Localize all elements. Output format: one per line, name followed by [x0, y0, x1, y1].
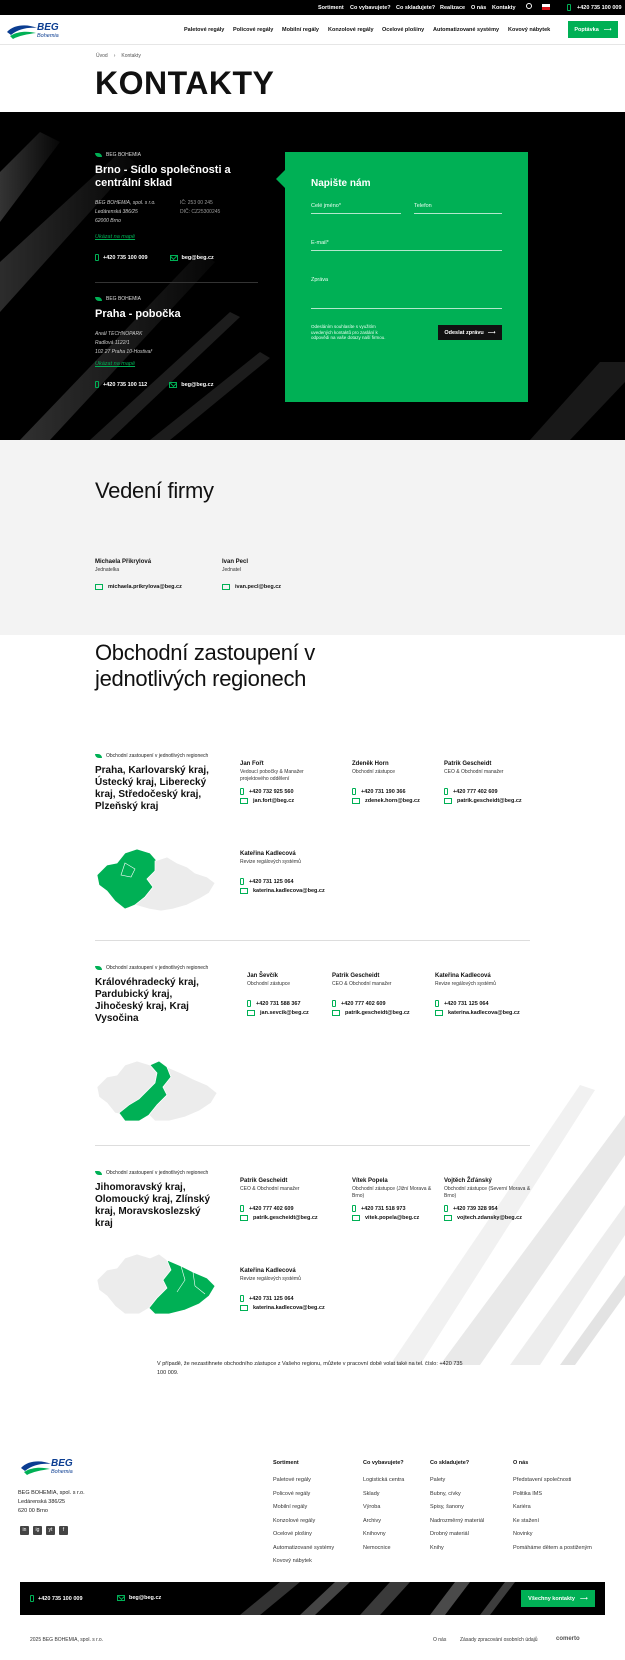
topbar-link[interactable]: O nás	[471, 5, 487, 11]
person-role: Vedoucí pobočky & Manažer projektového oddělení	[240, 769, 304, 782]
phone-text: +420 732 925 560	[249, 788, 294, 795]
region-block	[95, 965, 215, 1025]
region-tag	[95, 753, 215, 759]
person-card	[240, 850, 332, 894]
nav-item-paletove[interactable]: Paletové regály	[184, 27, 225, 33]
social-links	[20, 1526, 72, 1535]
phone-text: +420 777 402 609	[341, 1000, 386, 1007]
email-text: beg@beg.cz	[181, 254, 214, 261]
footer-link[interactable]: Výroba	[363, 1504, 381, 1510]
phone-icon	[240, 788, 244, 795]
person-email[interactable]	[247, 1010, 339, 1016]
email-text: zdenek.horn@beg.cz	[365, 798, 420, 804]
person-card	[240, 760, 332, 804]
person-card	[247, 972, 339, 1016]
nav-item-konzolove[interactable]: Konzolové regály	[328, 27, 374, 33]
page-header	[0, 45, 625, 112]
person-card	[332, 972, 424, 1016]
office-email[interactable]	[170, 254, 214, 261]
phone-icon	[567, 4, 571, 11]
agency-credit[interactable]: comerto	[556, 1636, 580, 1642]
office-title: Brno - Sídlo společnosti a centrální sklad	[95, 164, 231, 189]
person-role: Obchodní zástupce	[352, 769, 396, 775]
region-map-2	[95, 1055, 225, 1125]
leaf-icon	[95, 966, 102, 970]
footer-link[interactable]: Archivy	[363, 1517, 382, 1524]
person-role: Revize regálových systémů	[240, 859, 301, 865]
person-email[interactable]	[240, 1305, 332, 1311]
person-phone[interactable]	[444, 1205, 536, 1212]
footer-address	[18, 1489, 85, 1516]
address-line: 620 00 Brno	[18, 1508, 48, 1514]
logo-subtext: Bohemia	[37, 33, 59, 39]
email-text: patrik.gescheidt@beg.cz	[457, 798, 522, 804]
person-card	[352, 1177, 444, 1221]
email-text: katerina.kadlecova@beg.cz	[448, 1010, 520, 1016]
footer-col-onas	[513, 1460, 592, 1555]
phone-icon	[352, 788, 356, 795]
management-section	[0, 440, 625, 635]
submit-button[interactable]	[438, 325, 502, 340]
breadcrumb-home[interactable]: Úvod	[96, 53, 108, 59]
nav-item-automatizovane[interactable]: Automatizované systémy	[433, 27, 500, 33]
person-email[interactable]	[352, 1215, 444, 1221]
person-name: Kateřina Kadlecová	[240, 851, 296, 857]
mail-icon	[444, 1215, 452, 1221]
footer-link[interactable]: Logistická centra	[363, 1477, 405, 1483]
person-name: Kateřina Kadlecová	[435, 973, 491, 979]
footer-link[interactable]: Nadrozměrný materiál	[430, 1517, 485, 1524]
region-tag-text: Obchodní zastoupení v jednotlivých regionech	[106, 1170, 209, 1176]
email-text: beg@beg.cz	[129, 1595, 162, 1601]
email-text: ivan.pecl@beg.cz	[235, 584, 282, 590]
person-name: Jan Ševčík	[247, 973, 279, 979]
person-role: Obchodní zástupce	[247, 981, 291, 987]
section-title: Vedení firmy	[95, 478, 214, 503]
phone-placeholder: Telefon	[414, 203, 432, 209]
office-address	[95, 199, 180, 226]
address-line: Radlová 1122/1	[95, 340, 130, 346]
phone-icon	[240, 878, 244, 885]
footer-contact-bar	[20, 1582, 605, 1615]
topbar-link[interactable]: Realizace	[440, 5, 466, 11]
phone-icon	[95, 381, 99, 388]
nav-item-policove[interactable]: Policové regály	[233, 27, 274, 33]
person-name: Jan Fořt	[240, 761, 264, 767]
person-email[interactable]	[240, 888, 332, 894]
phone-text: +420 731 190 366	[361, 788, 406, 795]
footer-link[interactable]: Knihy	[430, 1544, 444, 1551]
email-text: jan.fort@beg.cz	[253, 798, 295, 804]
footer-link[interactable]: Představení společnosti	[513, 1477, 572, 1483]
office-tag	[95, 296, 260, 302]
office-ids	[180, 199, 220, 226]
region-map-1	[95, 843, 220, 913]
arrow-right-icon: ⟶	[603, 26, 612, 33]
phone-field[interactable]	[414, 203, 502, 214]
footer-bottom-link[interactable]: Zásady zpracování osobních údajů	[460, 1637, 538, 1643]
vat-id: DIČ: CZ25300245	[180, 209, 221, 215]
address-line: 62000 Brno	[95, 218, 121, 224]
czech-flag-icon[interactable]	[542, 4, 550, 10]
top-bar	[0, 0, 625, 15]
person-name: Ivan Pecl	[222, 559, 249, 565]
email-text: patrik.gescheidt@beg.cz	[345, 1010, 410, 1016]
person-card	[240, 1267, 332, 1311]
address-line: 102 27 Praha 10-Hostivař	[95, 349, 152, 355]
nav-item-mobilni[interactable]: Mobilní regály	[282, 27, 319, 33]
office-tag-text: BEG BOHEMIA	[106, 296, 142, 302]
logo-subtext: Bohemia	[51, 1469, 73, 1475]
footer-link[interactable]: Kovový nábytek	[273, 1558, 312, 1564]
region-title: Praha, Karlovarský kraj, Ústecký kraj, Liberecký kraj, Středočeský kraj, Plzeňský kraj	[95, 765, 209, 812]
divider	[95, 1145, 530, 1146]
phone-text: +420 739 328 954	[453, 1205, 498, 1212]
footer-col-skladujete	[430, 1460, 484, 1555]
email-text: katerina.kadlecova@beg.cz	[253, 888, 325, 894]
person-card	[444, 1177, 536, 1221]
person-name: Vítek Popela	[352, 1178, 388, 1184]
address-line: Ledárenská 386/25	[18, 1499, 66, 1505]
mail-icon	[352, 1215, 360, 1221]
office-address	[95, 330, 260, 357]
footer-link[interactable]: Palety	[430, 1477, 446, 1483]
mail-icon	[240, 888, 248, 894]
footer-col-vybavujete	[363, 1460, 404, 1555]
breadcrumb-current: Kontakty	[121, 53, 141, 59]
person-name: Patrik Gescheidt	[444, 761, 492, 767]
person-email[interactable]	[444, 1215, 536, 1221]
email-text: jan.sevcik@beg.cz	[260, 1010, 309, 1016]
person-phone[interactable]	[240, 1205, 332, 1212]
email-text: vitek.popela@beg.cz	[365, 1215, 420, 1221]
email-text: patrik.gescheidt@beg.cz	[253, 1215, 318, 1221]
person-role: Revize regálových systémů	[435, 981, 496, 987]
topbar-phone[interactable]: +420 735 100 009	[577, 5, 622, 11]
person-name: Patrik Gescheidt	[240, 1178, 288, 1184]
person-role: CEO & Obchodní manažer	[444, 769, 504, 775]
office-brno	[95, 152, 260, 261]
phone-text: +420 731 125 064	[444, 1000, 489, 1007]
address-line: Ledárenská 386/25	[95, 209, 138, 215]
footer-col-title: Co skladujete?	[430, 1460, 470, 1466]
phone-icon	[95, 254, 99, 261]
person-phone[interactable]	[435, 1000, 527, 1007]
logo-text: BEG	[51, 1458, 73, 1469]
phone-icon	[435, 1000, 439, 1007]
phone-icon	[30, 1595, 34, 1602]
footer-link[interactable]: Novinky	[513, 1531, 533, 1537]
arrow-right-icon: ⟶	[579, 1595, 588, 1602]
map-link[interactable]: Ukázat na mapě	[95, 361, 136, 367]
email-text: beg@beg.cz	[181, 381, 214, 388]
footer	[0, 1395, 625, 1660]
footer-link[interactable]: Drobný materiál	[430, 1531, 469, 1537]
person-name: Zdeněk Horn	[352, 761, 389, 767]
section-title: Obchodní zastoupení v jednotlivých regionech	[95, 640, 315, 691]
mail-icon	[332, 1010, 340, 1016]
phone-text: +420 731 588 367	[256, 1000, 301, 1007]
copyright: 2025 BEG BOHEMIA, spol. s r.o.	[30, 1637, 104, 1643]
name-placeholder: Celé jméno*	[311, 203, 341, 209]
region-tag	[95, 1170, 220, 1176]
person-card	[95, 558, 215, 590]
region-tag-text: Obchodní zastoupení v jednotlivých regionech	[106, 965, 209, 971]
search-icon[interactable]	[526, 3, 532, 9]
email-text: michaela.prikrylova@beg.cz	[108, 584, 182, 590]
mail-icon	[247, 1010, 255, 1016]
footer-link[interactable]: Automatizované systémy	[273, 1544, 335, 1551]
region-map-3	[95, 1248, 220, 1318]
nav-item-nabytek[interactable]: Kovový nábytek	[508, 27, 551, 33]
email-text: katerina.kadlecova@beg.cz	[253, 1305, 325, 1311]
person-role: CEO & Obchodní manažer	[332, 981, 392, 987]
person-phone[interactable]	[240, 1295, 332, 1302]
consent-text: Odesláním souhlasíte s využitím uvedených kontaktů pro zaslání k odpovědi na vaše dotazy naší firmou.	[311, 324, 386, 340]
phone-text: +420 777 402 609	[453, 788, 498, 795]
mail-icon	[240, 1215, 248, 1221]
footer-link[interactable]: Knihovny	[363, 1531, 386, 1537]
instagram-icon[interactable]: ig	[33, 1526, 42, 1535]
beg-logo[interactable]	[6, 22, 64, 40]
person-email[interactable]	[332, 1010, 424, 1016]
phone-icon	[240, 1295, 244, 1302]
footer-link[interactable]: Ocelové plošiny	[273, 1531, 312, 1537]
mail-icon	[95, 584, 103, 590]
message-field[interactable]	[311, 277, 502, 309]
phone-icon	[352, 1205, 356, 1212]
divider	[95, 940, 530, 941]
mail-icon	[170, 255, 178, 261]
leaf-icon	[95, 1171, 102, 1175]
person-name: Kateřina Kadlecová	[240, 1268, 296, 1274]
person-card	[444, 760, 536, 804]
page-title: KONTAKTY	[95, 65, 275, 101]
phone-text: +420 735 100 009	[38, 1595, 83, 1602]
footer-link[interactable]: Sklady	[363, 1490, 380, 1497]
phone-text: +420 777 402 609	[249, 1205, 294, 1212]
phone-icon	[240, 1205, 244, 1212]
form-title: Napište nám	[311, 178, 371, 189]
nav-item-plosiny[interactable]: Ocelové plošiny	[382, 27, 425, 33]
person-role: CEO & Obchodní manažer	[240, 1186, 300, 1192]
address-line: BEG BOHEMIA, spol. s r.o.	[18, 1490, 85, 1496]
office-details	[95, 199, 260, 226]
map-link[interactable]: Ukázat na mapě	[95, 234, 136, 240]
phone-text: +420 731 518 973	[361, 1205, 406, 1212]
person-card	[222, 558, 342, 590]
footer-link[interactable]: Policové regály	[273, 1490, 311, 1497]
office-phone[interactable]	[95, 381, 147, 388]
footer-link[interactable]: Paletové regály	[273, 1477, 311, 1483]
bar-phone[interactable]	[30, 1595, 83, 1602]
person-phone[interactable]	[240, 878, 332, 885]
person-email[interactable]	[95, 584, 215, 590]
facebook-icon[interactable]: f	[59, 1526, 68, 1535]
footer-link[interactable]: Kariéra	[513, 1504, 531, 1510]
person-name: Patrik Gescheidt	[332, 973, 380, 979]
email-text: vojtech.zdansky@beg.cz	[457, 1215, 522, 1221]
person-email[interactable]	[240, 1215, 332, 1221]
arrow-right-icon: ⟶	[487, 329, 496, 336]
footer-link[interactable]: Pomáháme dětem a postiženým	[513, 1544, 592, 1551]
region-block	[95, 1170, 220, 1230]
footer-link[interactable]: Konzolové regály	[273, 1517, 316, 1524]
message-placeholder: Zpráva	[311, 277, 329, 283]
office-contacts	[95, 254, 260, 261]
person-phone[interactable]	[352, 788, 444, 795]
email-placeholder: E-mail*	[311, 240, 329, 246]
phone-text: +420 731 125 064	[249, 1295, 294, 1302]
address-line: BEG BOHEMIA, spol. s r.o.	[95, 200, 156, 206]
leaf-icon	[95, 754, 102, 758]
all-contacts-button[interactable]	[521, 1590, 595, 1607]
regions-section	[0, 635, 625, 1395]
background-shelving-image	[380, 965, 625, 1365]
person-phone[interactable]	[247, 1000, 339, 1007]
footer-link[interactable]: Spisy, šanony	[430, 1504, 464, 1510]
email-field[interactable]	[311, 240, 502, 251]
phone-icon	[332, 1000, 336, 1007]
poptavka-button[interactable]	[568, 21, 618, 38]
office-tag	[95, 152, 260, 158]
person-role: Revize regálových systémů	[240, 1276, 301, 1282]
person-name: Vojtěch Žďánský	[444, 1178, 492, 1184]
office-tag-text: BEG BOHEMIA	[106, 152, 142, 158]
person-role: Obchodní zástupce (Jižní Morava & Brno)	[352, 1186, 432, 1199]
footer-col-title: Sortiment	[273, 1460, 299, 1466]
person-phone[interactable]	[444, 788, 536, 795]
phone-icon	[444, 1205, 448, 1212]
mail-icon	[169, 382, 177, 388]
breadcrumb	[96, 53, 141, 59]
person-role: Jednatel	[222, 567, 241, 573]
bar-email[interactable]	[117, 1595, 161, 1601]
person-role: Obchodní zástupce (Severní Morava & Brno)	[444, 1186, 531, 1199]
person-phone[interactable]	[352, 1205, 444, 1212]
region-title: Jihomoravský kraj, Olomoucký kraj, Zlínský kraj, Moravskoslezský kraj	[95, 1182, 211, 1229]
person-email[interactable]	[352, 798, 444, 804]
person-role: Jednatelka	[95, 567, 120, 573]
office-email[interactable]	[169, 381, 213, 388]
footer-col-sortiment	[273, 1460, 334, 1569]
name-field[interactable]	[311, 203, 401, 214]
person-card	[240, 1177, 332, 1221]
topbar-link[interactable]: Kontakty	[492, 5, 516, 11]
divider	[95, 282, 258, 283]
regions-note: V případě, že nezastihnete obchodního zástupce z Vašeho regionu, můžete v pracovní době volat také na tel. číslo: +420 735 100 009.	[157, 1361, 463, 1376]
person-phone[interactable]	[332, 1000, 424, 1007]
topbar-link[interactable]: Co vybavujete?	[350, 5, 391, 11]
company-id: IČ: 253 00 245	[180, 200, 213, 206]
person-email[interactable]	[222, 584, 342, 590]
region-tag-text: Obchodní zastoupení v jednotlivých regionech	[106, 753, 209, 759]
person-phone[interactable]	[240, 788, 332, 795]
main-navigation	[0, 15, 625, 45]
footer-link[interactable]: Mobilní regály	[273, 1504, 308, 1510]
form-pointer	[276, 170, 285, 188]
person-name: Michaela Přikrylová	[95, 559, 152, 565]
person-card	[352, 760, 444, 804]
poptavka-label: Poptávka	[574, 26, 599, 33]
region-block	[95, 753, 215, 813]
person-email[interactable]	[435, 1010, 527, 1016]
leaf-icon	[95, 153, 102, 157]
phone-icon	[444, 788, 448, 795]
phone-text: +420 735 100 009	[103, 254, 148, 261]
mail-icon	[117, 1595, 125, 1601]
mail-icon	[444, 798, 452, 804]
region-tag	[95, 965, 215, 971]
office-praha	[95, 296, 260, 388]
submit-label: Odeslat zprávu	[444, 329, 484, 336]
address-line: Areál TECHNOPARK	[95, 331, 143, 337]
person-card	[435, 972, 527, 1016]
person-email[interactable]	[240, 798, 332, 804]
office-contacts	[95, 381, 260, 388]
phone-icon	[247, 1000, 251, 1007]
mail-icon	[352, 798, 360, 804]
breadcrumb-separator: ›	[113, 53, 116, 59]
footer-logo[interactable]	[18, 1458, 80, 1476]
mail-icon	[240, 1305, 248, 1311]
footer-bottom-link[interactable]: O nás	[433, 1637, 447, 1643]
mail-icon	[435, 1010, 443, 1016]
phone-text: +420 731 125 064	[249, 878, 294, 885]
phone-text: +420 735 100 112	[103, 381, 148, 388]
topbar-link[interactable]: Sortiment	[318, 5, 344, 11]
logo-text: BEG	[37, 22, 59, 33]
footer-col-title: Co vybavujete?	[363, 1460, 404, 1466]
person-email[interactable]	[444, 798, 536, 804]
mail-icon	[222, 584, 230, 590]
footer-link[interactable]: Bubny, cívky	[430, 1490, 461, 1497]
footer-link[interactable]: Politika IMS	[513, 1490, 543, 1497]
region-title: Královéhradecký kraj, Pardubický kraj, Jihočeský kraj, Kraj Vysočina	[95, 977, 199, 1024]
topbar-link[interactable]: Co skladujete?	[396, 5, 436, 11]
all-contacts-label: Všechny kontakty	[528, 1595, 575, 1602]
contact-form	[285, 152, 528, 402]
footer-link[interactable]: Nemocnice	[363, 1544, 391, 1551]
mail-icon	[240, 798, 248, 804]
youtube-icon[interactable]: yt	[46, 1526, 55, 1535]
footer-col-title: O nás	[513, 1460, 529, 1466]
office-title: Praha - pobočka	[95, 308, 181, 320]
linkedin-icon[interactable]: in	[20, 1526, 29, 1535]
office-phone[interactable]	[95, 254, 148, 261]
leaf-icon	[95, 297, 102, 301]
footer-link[interactable]: Ke stažení	[513, 1517, 539, 1524]
